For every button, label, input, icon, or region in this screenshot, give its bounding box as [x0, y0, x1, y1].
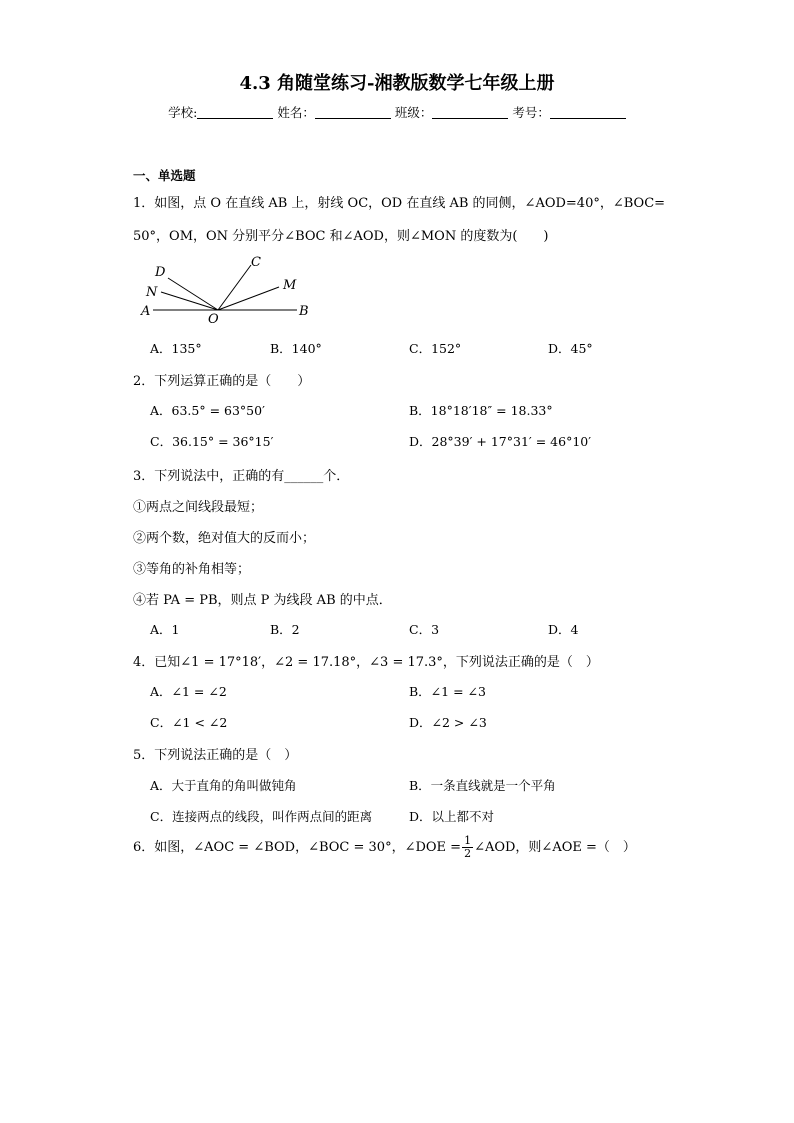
q3-statement-1: ①两点之间线段最短；	[133, 500, 264, 515]
q1-option-c[interactable]: C．152°	[409, 341, 462, 356]
q1-angle-figure	[135, 250, 315, 330]
label-c: C	[251, 255, 261, 270]
school-label: 学校:	[168, 105, 198, 120]
q4-option-a[interactable]: A．∠1 = ∠2	[150, 684, 227, 699]
label-b: B	[299, 304, 309, 319]
q6-fraction-numerator: 1	[464, 834, 472, 847]
q6-fraction-denominator: 2	[464, 847, 472, 860]
q5-option-b[interactable]: B．一条直线就是一个平角	[409, 778, 556, 793]
label-d: D	[155, 265, 166, 280]
q2-option-b[interactable]: B．18°18′18″ = 18.33°	[409, 403, 553, 418]
student-info-line	[0, 103, 794, 121]
q2-option-a[interactable]: A．63.5° = 63°50′	[150, 403, 265, 418]
q1-stem-line2: 50°，OM，ON 分别平分∠BOC 和∠AOD，则∠MON 的度数为( )	[133, 229, 549, 244]
q5-stem: 5．下列说法正确的是（ ）	[133, 748, 298, 763]
q1-stem-line1: 1．如图，点 O 在直线 AB 上，射线 OC，OD 在直线 AB 的同侧，∠AOD=40°，∠BOC=	[133, 196, 666, 211]
q2-stem: 2．下列运算正确的是（ ）	[133, 374, 311, 389]
name-blank[interactable]	[315, 105, 391, 119]
q6-stem-part1: 6．如图，∠AOC = ∠BOD，∠BOC = 30°，∠DOE =	[133, 840, 462, 855]
ray-om	[218, 287, 279, 310]
label-m: M	[283, 278, 297, 293]
q3-option-b[interactable]: B．2	[270, 622, 300, 637]
q1-option-b[interactable]: B．140°	[270, 341, 322, 356]
q4-option-b[interactable]: B．∠1 = ∠3	[409, 684, 486, 699]
q3-option-c[interactable]: C．3	[409, 622, 440, 637]
exam-no-blank[interactable]	[550, 105, 626, 119]
q2-option-c[interactable]: C．36.15° = 36°15′	[150, 434, 274, 449]
label-n: N	[146, 285, 158, 300]
q5-option-c[interactable]: C．连接两点的线段，叫作两点间的距离	[150, 809, 373, 824]
q6-stem	[133, 835, 636, 860]
label-o: O	[208, 312, 219, 327]
q4-option-c[interactable]: C．∠1 < ∠2	[150, 715, 228, 730]
q3-statement-3: ③等角的补角相等；	[133, 562, 251, 577]
q3-statement-2: ②两个数，绝对值大的反而小；	[133, 531, 316, 546]
q1-option-a[interactable]: A．135°	[150, 341, 202, 356]
ray-od	[168, 278, 218, 310]
q5-option-d[interactable]: D．以上都不对	[409, 809, 495, 824]
name-label: 姓名：	[277, 105, 315, 120]
q2-option-d[interactable]: D．28°39′ + 17°31′ = 46°10′	[409, 434, 592, 449]
class-label: 班级：	[394, 105, 433, 120]
label-a: A	[141, 304, 151, 319]
ray-on	[161, 292, 218, 310]
q5-option-a[interactable]: A．大于直角的角叫做钝角	[150, 778, 297, 793]
q3-statement-4: ④若 PA = PB，则点 P 为线段 AB 的中点．	[133, 593, 392, 608]
exam-no-label: 考号：	[512, 105, 550, 120]
class-blank[interactable]	[432, 105, 508, 119]
q3-option-a[interactable]: A．1	[150, 622, 180, 637]
q1-option-d[interactable]: D．45°	[548, 341, 593, 356]
q6-fraction	[462, 835, 473, 860]
page-title: 4.3 角随堂练习-湘教版数学七年级上册	[239, 73, 555, 94]
section-heading: 一、单选题	[133, 168, 196, 183]
q4-option-d[interactable]: D．∠2 > ∠3	[409, 715, 487, 730]
q4-stem: 4．已知∠1 = 17°18′，∠2 = 17.18°，∠3 = 17.3°，下列说法正确的是（ ）	[133, 655, 599, 670]
q3-stem: 3．下列说法中，正确的有______个．	[133, 469, 350, 484]
school-blank[interactable]	[197, 105, 273, 119]
q6-stem-part2: ∠AOD，则∠AOE =（ ）	[474, 840, 636, 855]
q3-option-d[interactable]: D．4	[548, 622, 579, 637]
